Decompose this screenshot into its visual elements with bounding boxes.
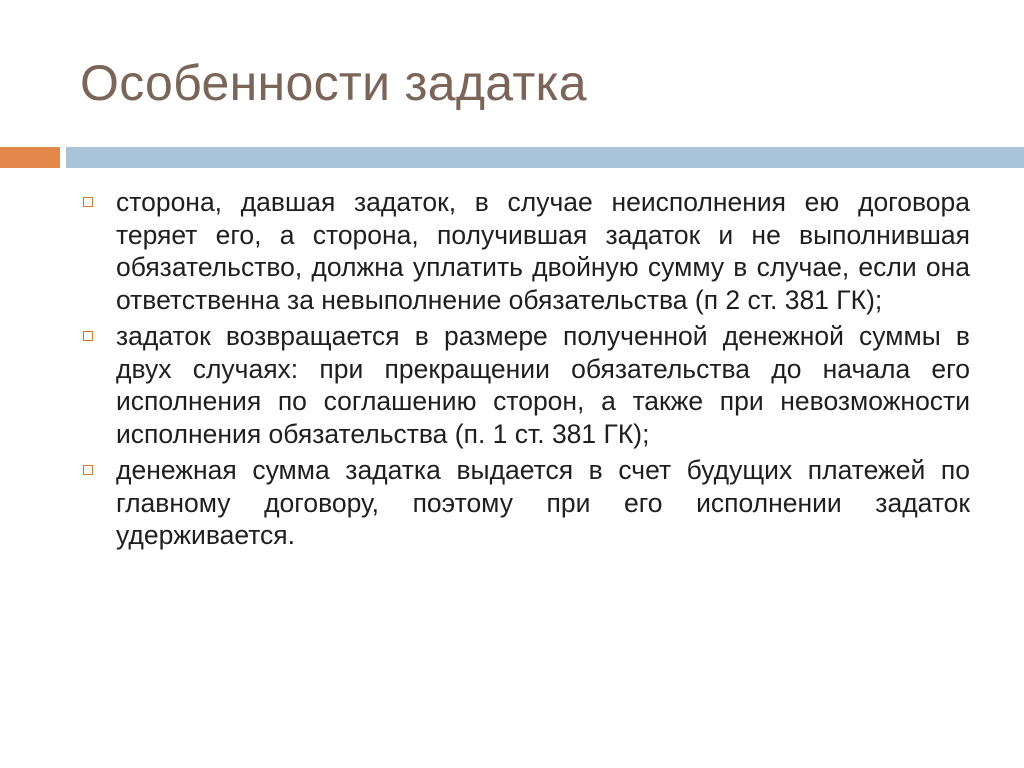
bullet-list [80,186,970,556]
accent-bar-blue [66,147,1024,168]
list-item [80,186,970,316]
square-bullet-icon [83,197,93,207]
accent-bar-orange [0,147,60,168]
slide-title: Особенности задатка [80,55,587,111]
list-item [80,320,970,450]
list-item [80,454,970,552]
square-bullet-icon [83,331,93,341]
bullet-text: денежная сумма задатка выдается в счет будущих платежей по главному договору, поэтому при его исполнении задаток удерживается. [116,455,970,550]
bullet-text: задаток возвращается в размере полученной денежной суммы в двух случаях: при прекращении обязательства до начала его исполнения по соглашению сторон, а также при невозможности исполнения обязательства (п. 1 ст. 381 ГК); [116,321,970,449]
bullet-text: сторона, давшая задаток, в случае неисполнения ею договора теряет его, а сторона, получившая задаток и не выполнившая обязательство, должна уплатить двойную сумму в случае, если она ответственна за невыполнение обязательства (п 2 ст. 381 ГК); [116,187,970,315]
square-bullet-icon [83,465,93,475]
